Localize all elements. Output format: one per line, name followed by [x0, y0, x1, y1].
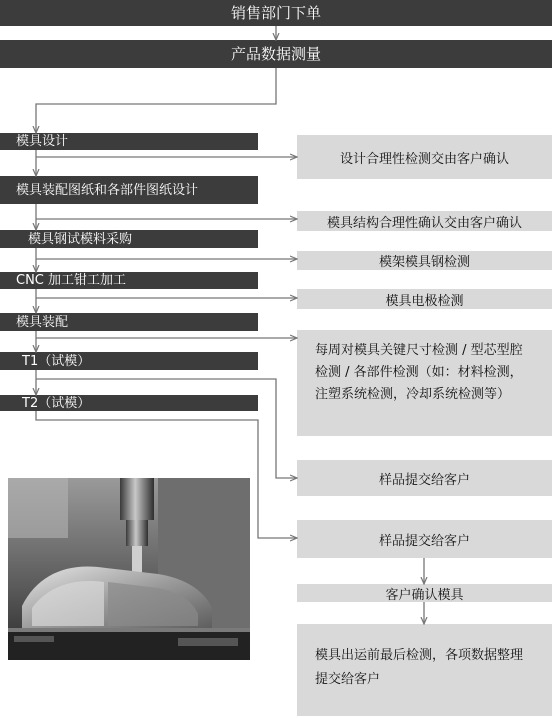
check-label: 模具电极检测 — [385, 293, 464, 309]
title-text: 销售部门下单 — [230, 3, 321, 22]
arrow-measure-to-design — [36, 68, 276, 133]
check-label: 样品提交给客户 — [378, 533, 470, 549]
check-label: 模具出运前最后检测，各项数据整理提交给客户 — [315, 648, 524, 687]
check-label: 每周对模具关键尺寸检测 / 型芯型腔检测 / 各部件检测（如：材料检测，注塑系统检测，冷却系统检测等） — [315, 343, 523, 402]
cnc-milling-photo — [8, 478, 250, 660]
step-label: 模具钢试模料采购 — [28, 231, 133, 247]
check-label: 模具结构合理性确认交由客户确认 — [326, 215, 522, 231]
check-label: 客户确认模具 — [385, 587, 464, 603]
check-label: 设计合理性检测交由客户确认 — [339, 151, 509, 167]
step-label: 模具装配 — [16, 314, 69, 330]
step-label: T1（试模） — [22, 353, 91, 369]
step-label: 模具设计 — [16, 134, 69, 149]
step-label: CNC 加工钳工加工 — [16, 273, 127, 288]
check-label: 样品提交给客户 — [378, 472, 470, 488]
measure-text: 产品数据测量 — [230, 44, 321, 63]
step-label: 模具装配图纸和各部件图纸设计 — [16, 182, 199, 198]
check-label: 模架模具钢检测 — [378, 255, 470, 270]
step-label: T2（试模） — [22, 395, 91, 411]
